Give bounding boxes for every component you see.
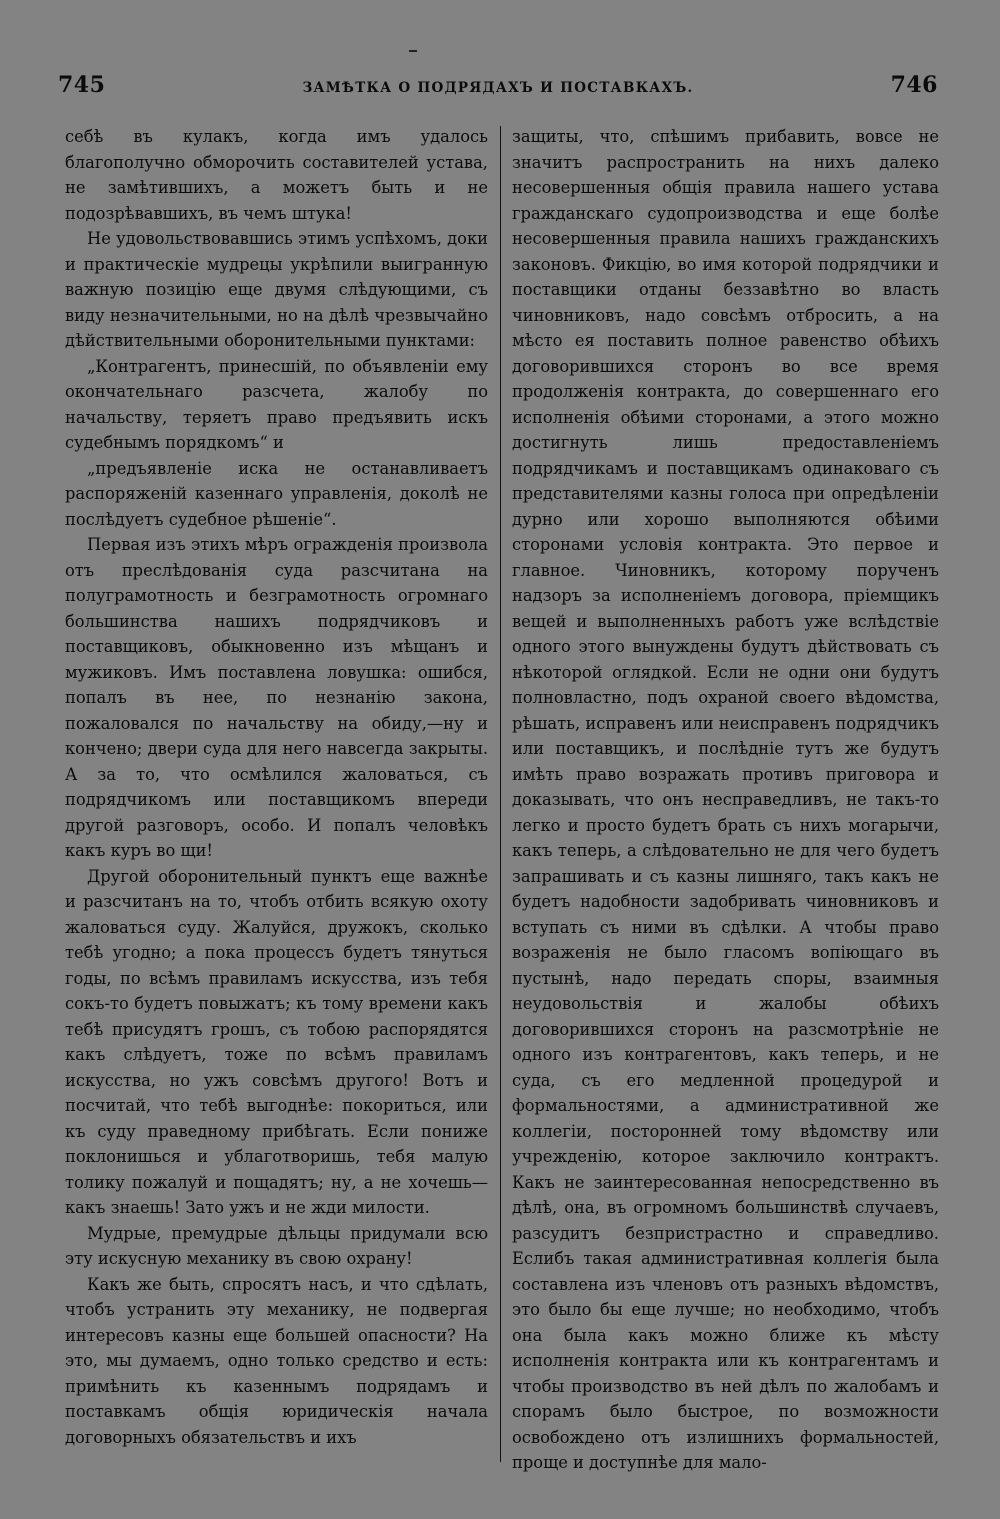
paragraph: Не удовольствовавшись этимъ успѣхомъ, доки и практическіе мудрецы укрѣпили выигранную важную позицію еще двумя слѣдующими, съ виду незначительными, но на дѣлѣ чрезвычайно дѣйствительными оборонительными пунктами: bbox=[65, 229, 488, 350]
quote-paragraph: „Контрагентъ, принесшій, по объявленіи ему окончательнаго разсчета, жалобу по начальству, теряетъ право предъявить искъ судебнымъ порядкомъ“ и bbox=[65, 356, 488, 452]
page-number-right: 746 bbox=[890, 72, 938, 98]
paragraph: Какъ же быть, спросятъ насъ, и что сдѣлать, чтобъ устранить эту механику, не подвергая интересовъ казны еще большей опасности? На это, мы думаемъ, одно только средство и есть: примѣнить къ казеннымъ подрядамъ и поставкамъ общія юридическія начала договорныхъ обязательствъ и ихъ bbox=[65, 1274, 488, 1447]
running-title: ЗАМѢТКА О ПОДРЯДАХЪ И ПОСТАВКАХЪ. bbox=[302, 80, 694, 96]
left-column bbox=[65, 124, 488, 1450]
page-header bbox=[58, 72, 938, 108]
paragraph: Другой оборонительный пунктъ еще важнѣе и разсчитанъ на то, чтобъ отбить всякую охоту жаловаться суду. Жалуйся, дружокъ, сколько тебѣ угодно; а пока процессъ будетъ тянуться годы, по всѣмъ правиламъ искусства, изъ тебя сокъ-то будетъ повыжатъ; къ тому времени какъ тебѣ присудятъ грошъ, съ тобою распорядятся какъ слѣдуетъ, тоже по всѣмъ правиламъ искусства, но ужъ совсѣмъ другого! Вотъ и посчитай, что тебѣ выгоднѣе: покориться, или къ суду праведному прибѣгать. Если пониже поклонишься и ублаготворишь, тебя малую толику пожалуй и пощадятъ; ну, а не хочешь—какъ знаешь! Зато ужъ и не жди милости. bbox=[65, 866, 488, 1217]
paragraph: Мудрые, премудрые дѣльцы придумали всю эту искусную механику въ свою охрану! bbox=[65, 1223, 488, 1268]
page-number-left: 745 bbox=[58, 72, 106, 98]
quote-paragraph: „предъявленіе иска не останавливаетъ распоряженій казеннаго управленія, доколѣ не послѣдуетъ судебное рѣшеніе“. bbox=[65, 458, 488, 529]
right-column bbox=[512, 124, 939, 1476]
paragraph: защиты, что, спѣшимъ прибавить, вовсе не значитъ распространить на нихъ далеко несовершенныя общія правила нашего устава гражданскаго судопроизводства и еще болѣе несовершенныя правила нашихъ гражданскихъ законовъ. Фикцію, во имя которой подрядчики и поставщики отданы беззавѣтно во власть чиновниковъ, надо совсѣмъ отбросить, а на мѣсто ея поставить полное равенство обѣихъ договорившихся сторонъ во все время продолженія контракта, до совершеннаго его исполненія обѣими сторонами, а этого можно достигнуть лишь предоставленіемъ подрядчикамъ и поставщикамъ одинаковаго съ представителями казны голоса при опредѣленіи дурно или хорошо выполняются обѣими сторонами условія контракта. Это первое и главное. Чиновникъ, которому порученъ надзоръ за исполненіемъ договора, пріемщикъ вещей и выполненныхъ работъ уже вслѣдствіе одного этого вынуждены будутъ дѣйствовать съ нѣкоторой оглядкой. Если не одни они будутъ полновластно, подъ охраной своего вѣдомства, рѣшать, исправенъ или неисправенъ подрядчикъ или поставщикъ, и послѣдніе тутъ же будутъ имѣть право возражать противъ приговора и доказывать, что онъ несправедливъ, не такъ-то легко и просто будетъ брать съ нихъ могарычи, какъ теперь, а слѣдовательно не для чего будетъ запрашивать и съ казны лишняго, такъ какъ не будетъ надобности задобривать чиновниковъ и вступать съ ними въ сдѣлки. А чтобы право возраженія не было гласомъ вопіющаго въ пустынѣ, надо передать споры, взаимныя неудовольствія и жалобы обѣихъ договорившихся сторонъ на разсмотрѣніе не одного изъ контрагентовъ, какъ теперь, и не суда, съ его медленной процедурой и формальностями, а административной же коллегіи, посторонней тому вѣдомству или учрежденію, которое заключило контрактъ. Какъ не заинтересованная непосредственно въ дѣлѣ, она, въ огромномъ большинствѣ случаевъ, разсудитъ безпристрастно и справедливо. Еслибъ такая административная коллегія была составлена изъ членовъ отъ разныхъ вѣдомствъ, это было бы еще лучше; но необходимо, чтобъ она была какъ можно ближе къ мѣсту исполненія контракта или къ контрагентамъ и чтобы производство въ ней дѣлъ по жалобамъ и спорамъ было быстрое, по возможности освобождено отъ излишнихъ формальностей, проще и доступнѣе для мало- bbox=[512, 127, 939, 1472]
top-mark bbox=[409, 50, 417, 52]
paragraph: себѣ въ кулакъ, когда имъ удалось благополучно обморочить составителей устава, не замѣтившихъ, а можетъ быть и не подозрѣвавшихъ, въ чемъ штука! bbox=[65, 127, 488, 223]
paragraph: Первая изъ этихъ мѣръ огражденія произвола отъ преслѣдованія суда разсчитана на полуграмотность и безграмотность огромнаго большинства нашихъ подрядчиковъ и поставщиковъ, обыкновенно изъ мѣщанъ и мужиковъ. Имъ поставлена ловушка: ошибся, попалъ въ нее, по незнанію закона, пожаловался по начальству на обиду,—ну и кончено; двери суда для него навсегда закрыты. А за то, что осмѣлился жаловаться, съ подрядчикомъ или поставщикомъ впереди другой разговоръ, особо. И попалъ человѣкъ какъ куръ во щи! bbox=[65, 535, 488, 860]
column-divider bbox=[500, 126, 501, 1462]
